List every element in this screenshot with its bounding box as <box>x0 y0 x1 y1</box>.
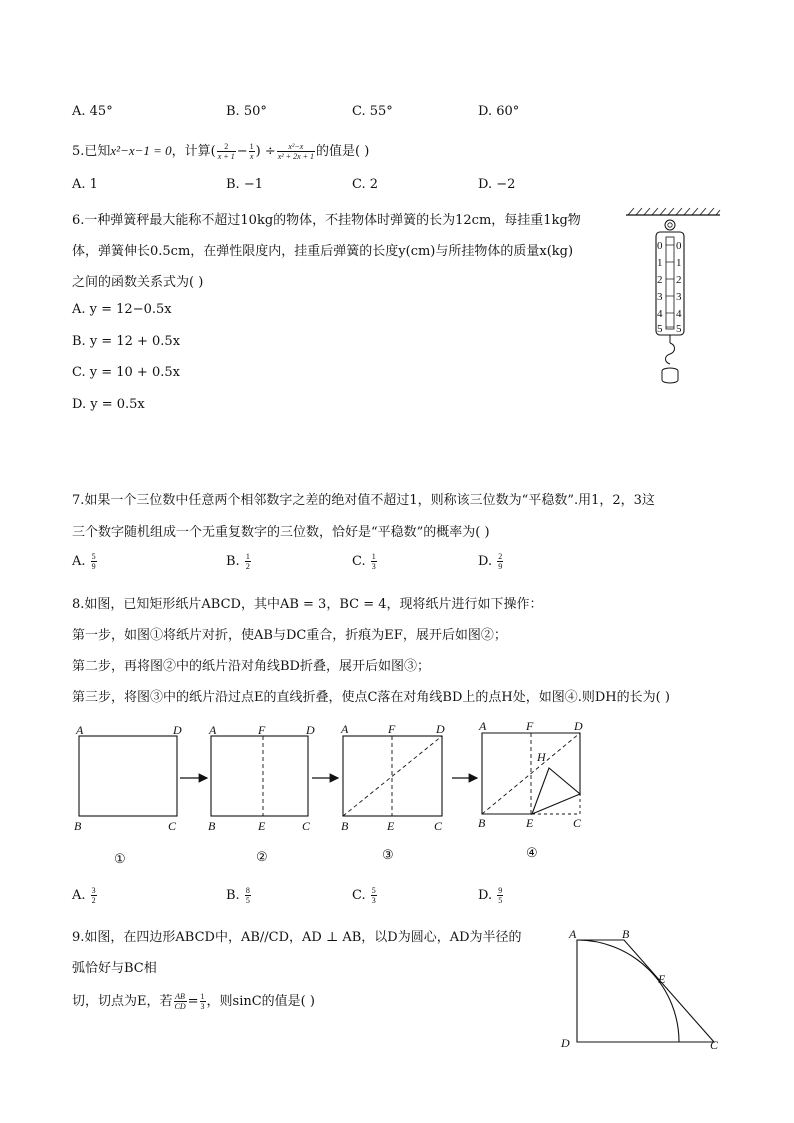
fig3-label-d: D <box>436 722 445 736</box>
q8-option-b: B. $\frac{8}{5}$ <box>226 886 250 905</box>
fig3-label-f: F <box>388 722 396 736</box>
q5-equation: x²−x−1 = 0 <box>110 143 172 158</box>
q5-stem-suffix: 的值是( ) <box>316 144 370 159</box>
q9-label-e: E <box>658 972 666 986</box>
scale-mark-right: 3 <box>676 291 682 303</box>
fig3-label-a: A <box>341 722 349 736</box>
q9-quadrilateral-figure <box>558 925 728 1055</box>
q5-minus: − <box>236 144 248 159</box>
q7-option-c: C. $\frac{1}{3}$ <box>352 552 376 571</box>
scale-mark-left: 2 <box>657 274 663 286</box>
q5-compute-prefix: ，计算( <box>171 144 216 159</box>
fig1-rectangle <box>79 736 177 816</box>
q8-option-d: D. $\frac{9}{5}$ <box>478 886 503 905</box>
q9-arc <box>577 940 679 1042</box>
fig2-label-a: A <box>209 723 217 737</box>
q5-fraction-1: $\frac{2}{x + 1}$ <box>217 142 235 161</box>
q8-line-1: 8.如图，已知矩形纸片ABCD，其中AB = 3，BC = 4，现将纸片进行如下操作： <box>72 597 543 612</box>
q9-line-1: 9.如图，在四边形ABCD中，AB//CD，AD ⊥ AB，以D为圆心，AD为半径的 <box>72 930 522 945</box>
q5-stem <box>72 140 369 161</box>
q8-line-3: 第二步，再将图②中的纸片沿对角线BD折叠，展开后如图③； <box>72 659 430 674</box>
fig1-label-a: A <box>76 723 84 737</box>
q4-option-d: D. 60° <box>478 104 520 119</box>
fig2-label-c: C <box>302 819 311 833</box>
q6-line-3: 之间的函数关系式为( ) <box>72 275 204 290</box>
fig2-label-e: E <box>258 819 266 833</box>
q6-line-1: 6.一种弹簧秤最大能称不超过10kg的物体，不挂物体时弹簧的长为12cm，每挂重1kg物 <box>72 213 581 228</box>
fig3-label-e: E <box>387 819 395 833</box>
fig4-number: ④ <box>526 845 538 860</box>
q4-option-c: C. 55° <box>352 104 393 119</box>
q4-option-b: B. 50° <box>226 104 267 119</box>
scale-mark-left: 3 <box>657 291 663 303</box>
q8-option-a: A. $\frac{3}{2}$ <box>72 886 96 905</box>
scale-mark-left: 0 <box>657 240 663 252</box>
q9-ratio-fraction: $\frac{AB}{CD}$ <box>174 992 186 1011</box>
q5-option-a: A. 1 <box>72 177 98 192</box>
fig2-rectangle <box>211 736 308 816</box>
q9-label-c: C <box>710 1038 719 1052</box>
q9-label-b: B <box>622 927 630 941</box>
fig4-label-b: B <box>478 816 486 830</box>
q6-option-a: A. y = 12−0.5x <box>72 302 172 317</box>
q5-fraction-3: $\frac{\text{x²−x}}{\text{x² + 2x + 1}}$ <box>277 142 315 161</box>
scale-mark-right: 5 <box>676 323 682 335</box>
fig1-number: ① <box>114 851 126 866</box>
q6-option-c: C. y = 10 + 0.5x <box>72 365 180 380</box>
scale-mark-right: 4 <box>676 308 682 320</box>
q9-label-d: D <box>561 1036 570 1050</box>
q8-fold-figures <box>70 716 600 876</box>
q8-option-c: C. $\frac{5}{3}$ <box>352 886 376 905</box>
fig2-number: ② <box>256 849 268 864</box>
q6-line-2: 体，弹簧伸长0.5cm，在弹性限度内，挂重后弹簧的长度y(cm)与所挂物体的质量x(kg) <box>72 244 574 259</box>
scale-mark-right: 0 <box>676 240 682 252</box>
fig4-label-d: D <box>574 719 583 733</box>
scale-mark-left: 5 <box>657 323 663 335</box>
fig3-number: ③ <box>382 847 394 862</box>
q5-option-b: B. −1 <box>226 177 263 192</box>
fig2-label-d: D <box>306 723 315 737</box>
scale-mark-left: 1 <box>657 257 663 269</box>
q8-line-2: 第一步，如图①将纸片对折，使AB与DC重合，折痕为EF，展开后如图②； <box>72 628 507 643</box>
fig1-label-b: B <box>74 819 82 833</box>
q9-line-3: 切，切点为E，若 $\frac{AB}{CD}$ = $\frac{1}{3}$ ，则sinC的值是( ) <box>72 992 315 1011</box>
fig2-label-f: F <box>258 723 266 737</box>
fig1-label-d: D <box>173 723 182 737</box>
fig4-triangle-ehg <box>532 768 580 814</box>
fig4-label-c: C <box>573 816 582 830</box>
q5-fraction-2: $\frac{1}{x}$ <box>249 142 254 161</box>
q7-option-a: A. $\frac{5}{9}$ <box>72 552 96 571</box>
scale-mark-left: 4 <box>657 308 663 320</box>
q5-stem-prefix: 5.已知 <box>72 144 111 159</box>
fig3-label-b: B <box>341 819 349 833</box>
q8-line-4: 第三步，将图③中的纸片沿过点E的直线折叠，使点C落在对角线BD上的点H处，如图④.则DH的长为( ) <box>72 690 670 705</box>
q7-option-b: B. $\frac{1}{2}$ <box>226 552 250 571</box>
q5-option-d: D. −2 <box>478 177 516 192</box>
q9-value-fraction: $\frac{1}{3}$ <box>200 992 205 1011</box>
fig2-label-b: B <box>208 819 216 833</box>
q9-line-2: 弧恰好与BC相 <box>72 961 157 976</box>
fig1-label-c: C <box>168 819 177 833</box>
fig4-label-e: E <box>526 816 534 830</box>
q7-line-1: 7.如果一个三位数中任意两个相邻数字之差的绝对值不超过1，则称该三位数为“平稳数”.用1，2，3这 <box>72 493 655 508</box>
q4-option-a: A. 45° <box>72 104 113 119</box>
fig4-fold-bd <box>482 733 580 814</box>
fig4-label-a: A <box>479 719 487 733</box>
fig4-label-f: F <box>526 719 534 733</box>
q6-option-b: B. y = 12 + 0.5x <box>72 334 181 349</box>
spring-scale-figure <box>620 205 730 390</box>
q5-divide: ) ÷ <box>255 144 276 159</box>
q5-option-c: C. 2 <box>352 177 379 192</box>
scale-mark-right: 1 <box>676 257 682 269</box>
q9-label-a: A <box>569 927 577 941</box>
scale-mark-right: 2 <box>676 274 682 286</box>
q7-option-d: D. $\frac{2}{9}$ <box>478 552 503 571</box>
fig3-fold-bd <box>343 736 442 816</box>
fig4-label-h: H <box>537 750 546 764</box>
q6-option-d: D. y = 0.5x <box>72 397 145 412</box>
q9-quadrilateral-abcd <box>577 940 714 1042</box>
q7-line-2: 三个数字随机组成一个无重复数字的三位数，恰好是“平稳数”的概率为( ) <box>72 525 490 540</box>
fig3-label-c: C <box>434 819 443 833</box>
